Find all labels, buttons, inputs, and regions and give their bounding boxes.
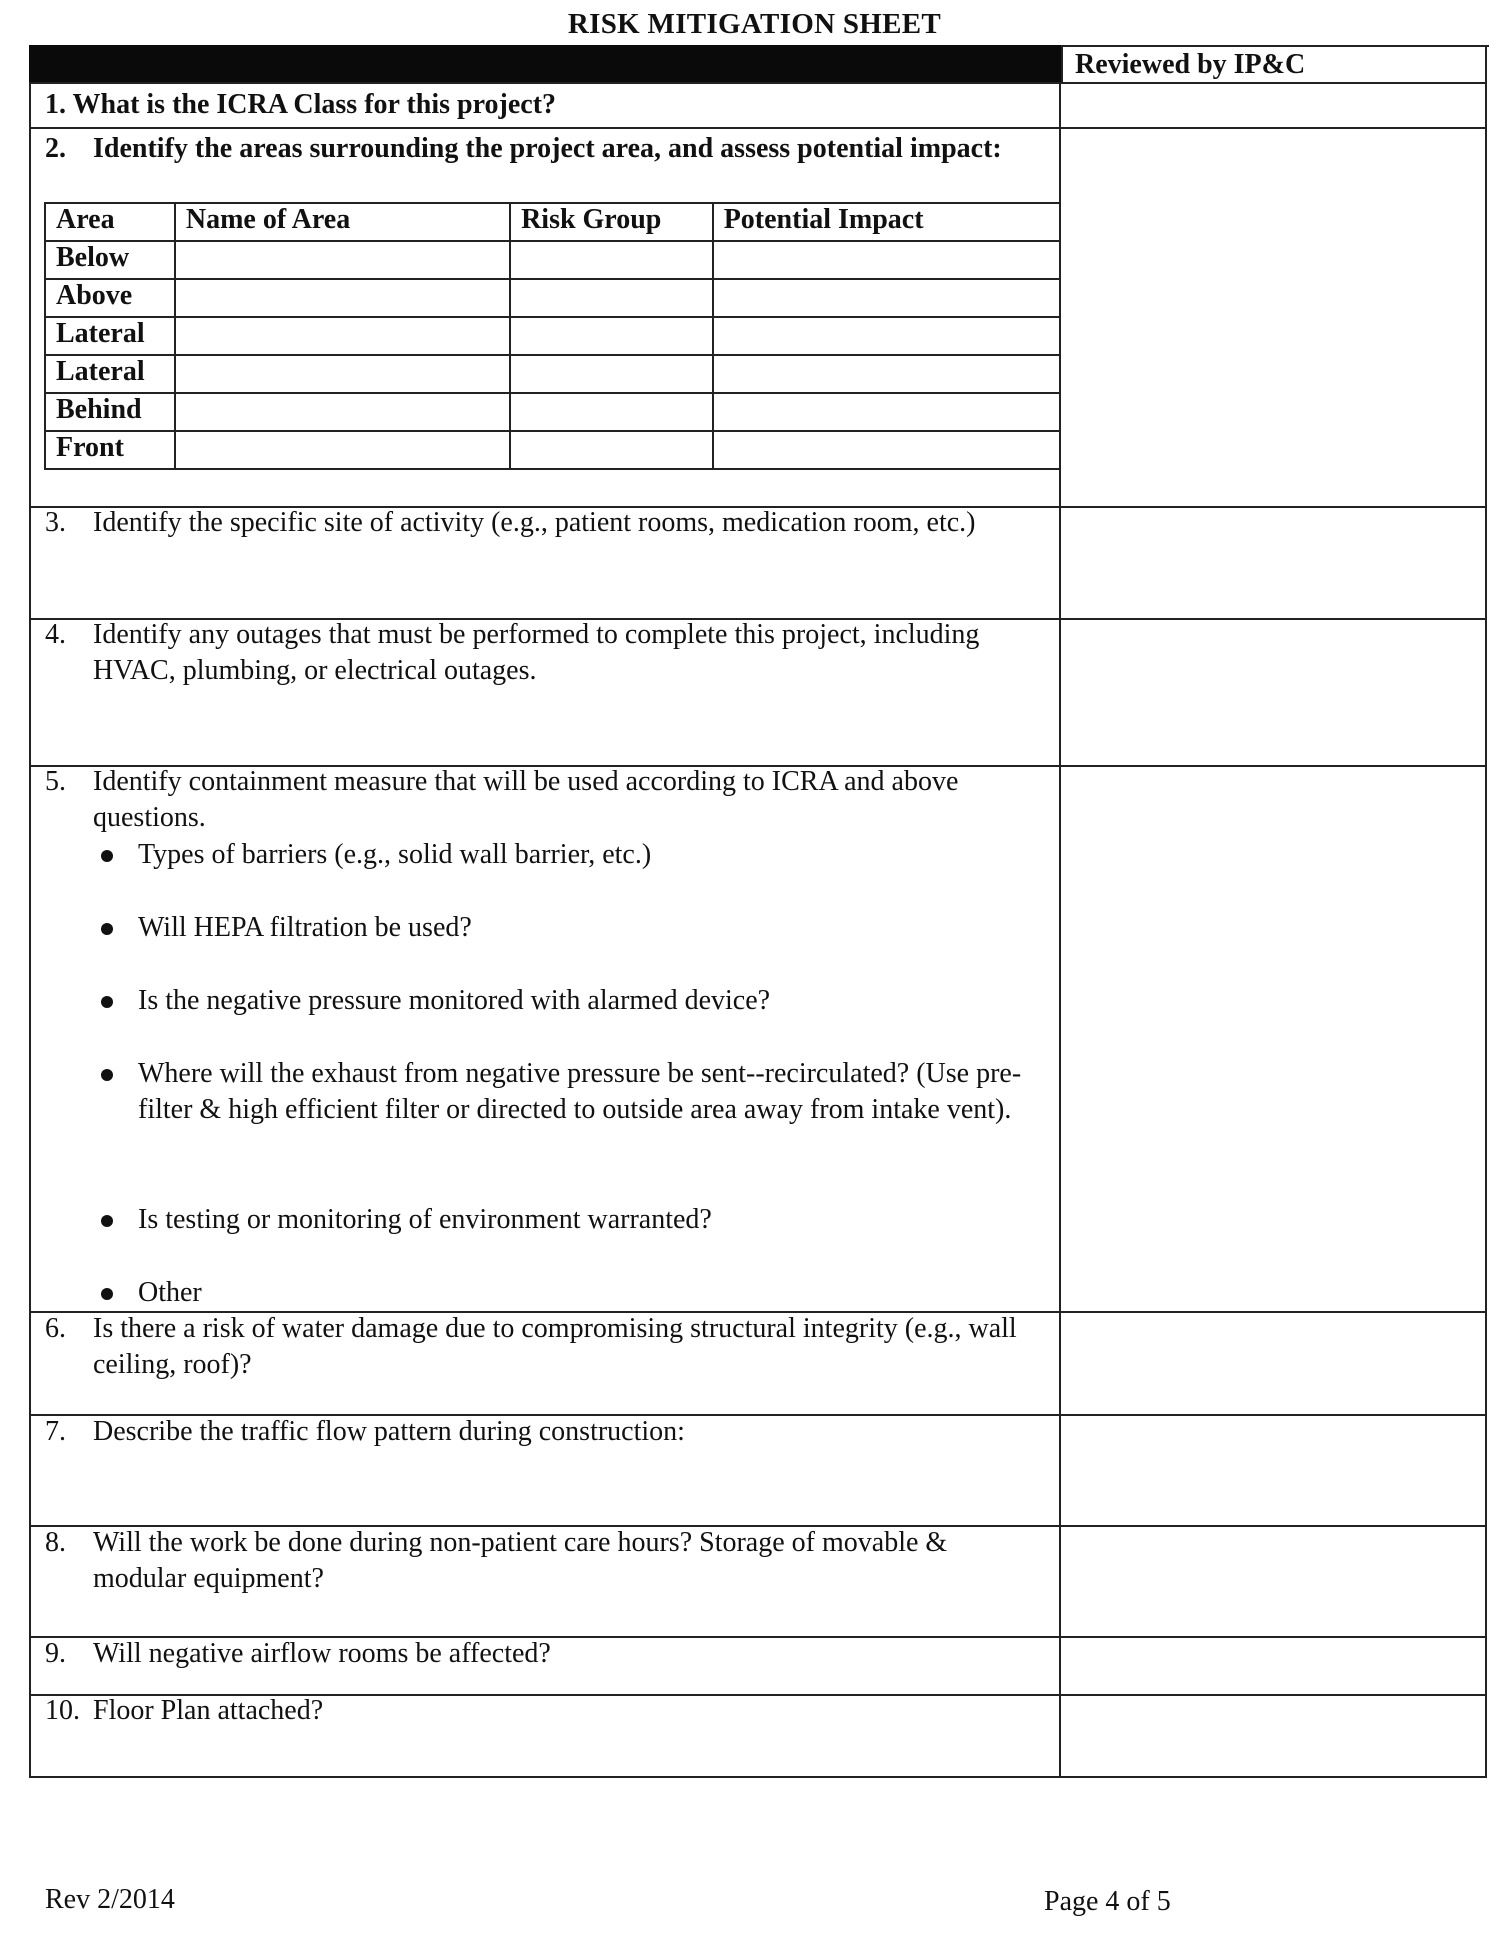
bullet-icon xyxy=(101,1288,113,1300)
question-number: 1. xyxy=(45,89,66,120)
page-title: RISK MITIGATION SHEET xyxy=(567,8,942,40)
page-number-footer: Page 4 of 5 xyxy=(1044,1886,1171,1917)
column-header-risk-group: Risk Group xyxy=(510,203,713,241)
bullet-icon xyxy=(101,996,113,1008)
bullet-text: Is the negative pressure monitored with alarmed device? xyxy=(138,985,771,1016)
potential-impact-cell[interactable] xyxy=(713,355,1060,393)
question-number: 9. xyxy=(45,1638,66,1669)
column-header-area: Area xyxy=(45,203,175,241)
list-item xyxy=(101,1056,1061,1128)
risk-group-cell[interactable] xyxy=(510,355,713,393)
table-row xyxy=(45,279,1060,317)
potential-impact-cell[interactable] xyxy=(713,317,1060,355)
table-row xyxy=(45,355,1060,393)
name-of-area-cell[interactable] xyxy=(175,393,510,431)
question-8 xyxy=(45,1525,1045,1597)
risk-mitigation-form xyxy=(29,45,1487,1778)
bullet-icon xyxy=(101,923,113,935)
header-bar xyxy=(29,45,1061,82)
question-3 xyxy=(45,505,1045,541)
list-item xyxy=(101,983,770,1019)
question-number: 7. xyxy=(45,1416,66,1447)
bullet-icon xyxy=(101,850,113,862)
table-row xyxy=(45,241,1060,279)
area-label: Above xyxy=(45,279,175,317)
question-text: Identify containment measure that will be used according to ICRA and above questions. xyxy=(93,766,959,833)
question-text: Floor Plan attached? xyxy=(93,1695,324,1726)
question-7 xyxy=(45,1414,1045,1450)
revision-footer: Rev 2/2014 xyxy=(45,1884,175,1915)
question-text: Will the work be done during non-patient care hours? Storage of movable & modular equipment? xyxy=(93,1527,948,1594)
question-text: Identify the specific site of activity (e.g., patient rooms, medication room, etc.) xyxy=(93,507,976,538)
question-5 xyxy=(45,764,1045,836)
question-text: Identify any outages that must be performed to complete this project, including HVAC, plumbing, or electrical outages. xyxy=(93,619,980,686)
question-number: 2. xyxy=(45,133,66,164)
question-text: Describe the traffic flow pattern during construction: xyxy=(93,1416,685,1447)
column-header-potential-impact: Potential Impact xyxy=(713,203,1060,241)
table-header-row xyxy=(45,203,1060,241)
name-of-area-cell[interactable] xyxy=(175,431,510,469)
question-number: 3. xyxy=(45,507,66,538)
question-10 xyxy=(45,1693,1045,1729)
risk-group-cell[interactable] xyxy=(510,241,713,279)
question-number: 10. xyxy=(45,1695,80,1726)
question-9 xyxy=(45,1636,1045,1672)
question-text: Identify the areas surrounding the project area, and assess potential impact: xyxy=(93,133,1002,164)
question-number: 6. xyxy=(45,1313,66,1344)
potential-impact-cell[interactable] xyxy=(713,279,1060,317)
area-label: Lateral xyxy=(45,317,175,355)
list-item xyxy=(101,837,651,873)
table-row xyxy=(45,431,1060,469)
list-item xyxy=(101,1202,712,1238)
bullet-text: Will HEPA filtration be used? xyxy=(138,912,472,943)
reviewed-by-header: Reviewed by IP&C xyxy=(1061,45,1489,84)
row-separator xyxy=(31,127,1487,129)
question-number: 4. xyxy=(45,619,66,650)
area-label: Behind xyxy=(45,393,175,431)
column-header-name-of-area: Name of Area xyxy=(175,203,510,241)
question-text: What is the ICRA Class for this project? xyxy=(72,89,557,120)
question-2 xyxy=(45,131,1045,167)
question-number: 8. xyxy=(45,1527,66,1558)
risk-group-cell[interactable] xyxy=(510,393,713,431)
bullet-text: Is testing or monitoring of environment warranted? xyxy=(138,1204,712,1235)
name-of-area-cell[interactable] xyxy=(175,355,510,393)
risk-group-cell[interactable] xyxy=(510,317,713,355)
bullet-icon xyxy=(101,1069,113,1081)
list-item xyxy=(101,1275,202,1311)
question-text: Is there a risk of water damage due to compromising structural integrity (e.g., wall ceiling, roof)? xyxy=(93,1313,1017,1380)
risk-group-cell[interactable] xyxy=(510,431,713,469)
area-label: Lateral xyxy=(45,355,175,393)
potential-impact-cell[interactable] xyxy=(713,431,1060,469)
list-item xyxy=(101,910,472,946)
bullet-text: Where will the exhaust from negative pressure be sent--recirculated? (Use pre-filter & high efficient filter or directed to outside area away from intake vent). xyxy=(138,1058,1022,1125)
name-of-area-cell[interactable] xyxy=(175,317,510,355)
area-label: Front xyxy=(45,431,175,469)
name-of-area-cell[interactable] xyxy=(175,279,510,317)
question-6 xyxy=(45,1311,1045,1383)
row-separator xyxy=(31,82,1487,84)
potential-impact-cell[interactable] xyxy=(713,241,1060,279)
surrounding-areas-table xyxy=(44,202,1061,470)
area-label: Below xyxy=(45,241,175,279)
bullet-text: Other xyxy=(138,1277,202,1308)
bullet-icon xyxy=(101,1215,113,1227)
question-1 xyxy=(45,87,1045,123)
table-row xyxy=(45,393,1060,431)
risk-group-cell[interactable] xyxy=(510,279,713,317)
question-text: Will negative airflow rooms be affected? xyxy=(93,1638,551,1669)
potential-impact-cell[interactable] xyxy=(713,393,1060,431)
bullet-text: Types of barriers (e.g., solid wall barrier, etc.) xyxy=(138,839,652,870)
question-4 xyxy=(45,617,1045,689)
question-number: 5. xyxy=(45,766,66,797)
table-row xyxy=(45,317,1060,355)
name-of-area-cell[interactable] xyxy=(175,241,510,279)
